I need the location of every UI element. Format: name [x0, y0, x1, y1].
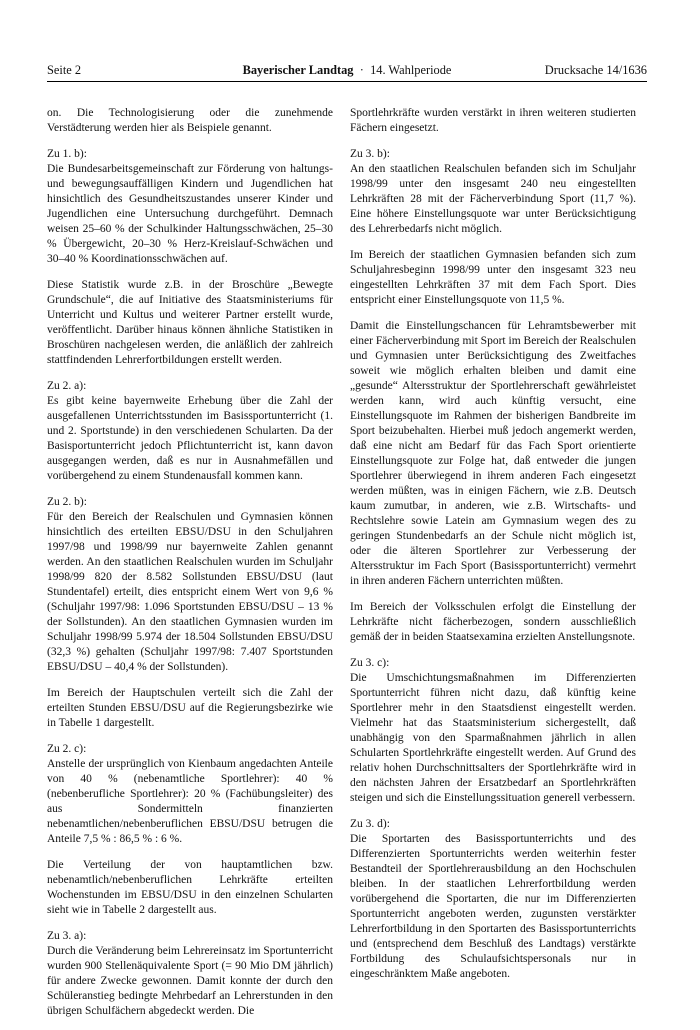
paragraph: Damit die Einstellungschancen für Lehramtsbewerber mit einer Fächerverbindung mit Sport im Bereich der Realschulen und Gymnasien unter Berücksichtigung des Zweitfaches soweit wie möglich erhalten bleiben und damit eine „gesunde“ Altersstruktur der Sportlehrerschaft gewährleistet werden kann, wird auch künftig versucht, eine Einstellungsquote im Rahmen der bisherigen Bandbreite im Sport beizubehalten. Hierbei muß jedoch angemerkt werden, daß eine nicht am Bedarf für das Fach Sport orientierte Einstellungsquote zur Folge hat, daß entweder die jungen Sportlehrer überwiegend in ihrem anderen Fach eingesetzt werden müßten, was in einigen Fächern, wie z.B. Deutsch kaum zumutbar, in anderen, wie z.B. Wirtschafts- und Rechtslehre sowie Latein am Gymnasium wegen des zu geringen Stundenbedarfs an der Schule nicht möglich ist, oder die älteren Sportlehrer zur Verbesserung der Altersstruktur im Fach Sport (Basissportunterricht) vermehrt in ihren anderen Fächern unterrichten müßten. — [350, 320, 636, 587]
paragraph: Die Bundesarbeitsgemeinschaft zur Förderung von haltungs- und bewegungsauffälligen Kindern und Jugendlichen hat hinsichtlich des Gesundheitszustandes unserer Kinder und Jugendlichen eine Untersuchung durchgeführt. Demnach weisen 25–60 % der Schulkinder Haltungsschwächen, 25–30 % Übergewicht, 20–30 % Herz-Kreislauf-Schwächen und 30–40 % Koordinationsschwächen auf. — [47, 163, 333, 265]
section-heading: Zu 2. c): — [47, 743, 87, 755]
paragraph: Es gibt keine bayernweite Erhebung über die Zahl der ausgefallenen Unterrichtsstunden im Basissportunterricht (1. und 2. Sportstunde) in den verschiedenen Schularten. Da der Basisportunterricht jedoch Pflichtunterricht ist, kann davon ausgegangen werden, daß es nur in Ausnahmefällen und vorübergehend zu einem Stundenausfall kommen kann. — [47, 395, 333, 482]
paragraph: Im Bereich der Hauptschulen verteilt sich die Zahl der erteilten Stunden EBSU/DSU auf die Regierungsbezirke wie in Tabelle 1 dargestellt. — [47, 687, 333, 729]
paragraph: Anstelle der ursprünglich von Kienbaum angedachten Anteile von 40 % (nebenamtliche Sportlehrer): 40 % (nebenberufliche Sportlehrer): 20 % (Fachübungsleiter) des aus Sondermitteln finanzierten nebenamtlichen/nebenberuflichen EBSU/DSU betrugen die Anteile 7,5 % : 86,5 % : 6 %. — [47, 758, 333, 845]
paragraph: Durch die Veränderung beim Lehrereinsatz im Sportunterricht wurden 900 Stellenäquivalente Sport (= 90 Mio DM jährlich) für andere Zwecke gewonnen. Damit konnte der durch den Schüleranstieg bedingte Mehrbedarf an Lehrerstunden in den übrigen Schulfächern abgedeckt werden. Die — [47, 945, 333, 1017]
section-heading: Zu 3. c): — [350, 657, 390, 669]
paragraph: on. Die Technologisierung oder die zunehmende Verstädterung werden hier als Beispiele genannt. — [47, 107, 333, 134]
paragraph: Diese Statistik wurde z.B. in der Broschüre „Bewegte Grundschule“, die auf Initiative des Staatsministeriums für Unterricht und Kultus und weiterer Partner erstellt wurde, veröffentlicht. Darüber hinaus können ähnliche Statistiken in Broschüren nachgelesen werden, die anläßlich der zahlreich stattfindenden Lehrerfortbildungen erstellt werden. — [47, 279, 333, 366]
page-header — [47, 61, 647, 79]
paragraph: Die Verteilung der von hauptamtlichen bzw. nebenamtlich/nebenberuflichen Lehrkräfte erteilten Wochenstunden im EBSU/DSU in den einzelnen Schularten sieht wie in Tabelle 2 dargestellt aus. — [47, 859, 333, 916]
paragraph: Die Sportarten des Basissportunterrichts und des Differenzierten Sportunterrichts werden weiterhin fester Bestandteil der Sportlehrerausbildung an den Hochschulen bleiben. In der staatlichen Lehrerfortbildung werden vorübergehend die Sportarten, die nur im Differenzierten Sportunterricht angeboten werden, zugunsten verstärkter Lehrerfortbildung in den Sportarten des Basissportunterrichts und (entsprechend dem Beschluß des Landtags) verstärkte Fortbildung des Schulaufsichtspersonals nur in eingeschränktem Maße angeboten. — [350, 833, 636, 980]
section-heading: Zu 2. a): — [47, 380, 87, 392]
paragraph: Für den Bereich der Realschulen und Gymnasien können hinsichtlich des erteilten EBSU/DSU in den Schuljahren 1997/98 und 1998/99 nur bayernweite Zahlen genannt werden. An den staatlichen Realschulen wurden im Schuljahr 1998/99 820 der 8.582 Sollstunden EBSU/DSU (laut Stundentafel) erteilt, dies entspricht einem Wert von 9,6 % (Schuljahr 1997/98: 1.096 Sportstunden EBSU/DSU – 13 % der Sollstunden). An den staatlichen Gymnasien wurden im Schuljahr 1998/99 5.974 der 18.504 Sollstunden EBSU/DSU (32,3 %) gehalten (Schuljahr 1997/98: 7.407 Sportstunden EBSU/DSU – 40,4 % der Sollstunden). — [47, 511, 333, 673]
page-number: Seite 2 — [47, 63, 82, 77]
section-heading: Zu 1. b): — [47, 148, 87, 160]
paragraph: Die Umschichtungsmaßnahmen im Differenzierten Sportunterricht führen nicht dazu, daß künftig keine Sportlehrer mehr in den Staatsdienst eingestellt werden. Vielmehr hat das Staatsministerium sichergestellt, daß unabhängig von den Sparmaßnahmen jährlich in allen Schularten Sportlehrkräfte eingestellt werden. Auf Grund des relativ hohen Durchschnittsalters der Sportlehrkräfte wird in den nächsten Jahren der Ersatzbedarf an Sportlehrkräften steigen und sich die Einstellungssituation generell verbessern. — [350, 672, 636, 804]
legislative-period: 14. Wahlperiode — [370, 63, 452, 77]
parliament-name: Bayerischer Landtag — [242, 63, 354, 77]
paragraph: Im Bereich der staatlichen Gymnasien befanden sich zum Schuljahresbeginn 1998/99 unter den insgesamt 323 neu eingestellten Lehrkräften 37 mit dem Fach Sport. Dies entspricht einer Einstellungsquote von 11,5 %. — [350, 249, 636, 306]
section-heading: Zu 3. d): — [350, 818, 390, 830]
title-separator: · — [359, 63, 364, 77]
paragraph: Sportlehrkräfte wurden verstärkt in ihren weiteren studierten Fächern eingesetzt. — [350, 107, 636, 134]
section-heading: Zu 2. b): — [47, 496, 87, 508]
section-heading: Zu 3. a): — [47, 930, 87, 942]
paragraph: Im Bereich der Volksschulen erfolgt die Einstellung der Lehrkräfte nicht fächerbezogen, sondern ausschließlich gemäß der in beiden Staatsexamina erzielten Anstellungsnote. — [350, 601, 636, 643]
paragraph: An den staatlichen Realschulen befanden sich im Schuljahr 1998/99 unter den insgesamt 240 neu eingestellten Lehrkräften 28 mit der Fächerverbindung Sport (11,7 %). Eine höhere Einstellungsquote war unter Berücksichtigung des Lehrerbedarfs nicht möglich. — [350, 163, 636, 235]
right-column — [350, 106, 636, 993]
left-column — [47, 106, 333, 1030]
document-number: Drucksache 14/1636 — [544, 63, 647, 77]
section-heading: Zu 3. b): — [350, 148, 390, 160]
header-rule — [47, 81, 647, 82]
